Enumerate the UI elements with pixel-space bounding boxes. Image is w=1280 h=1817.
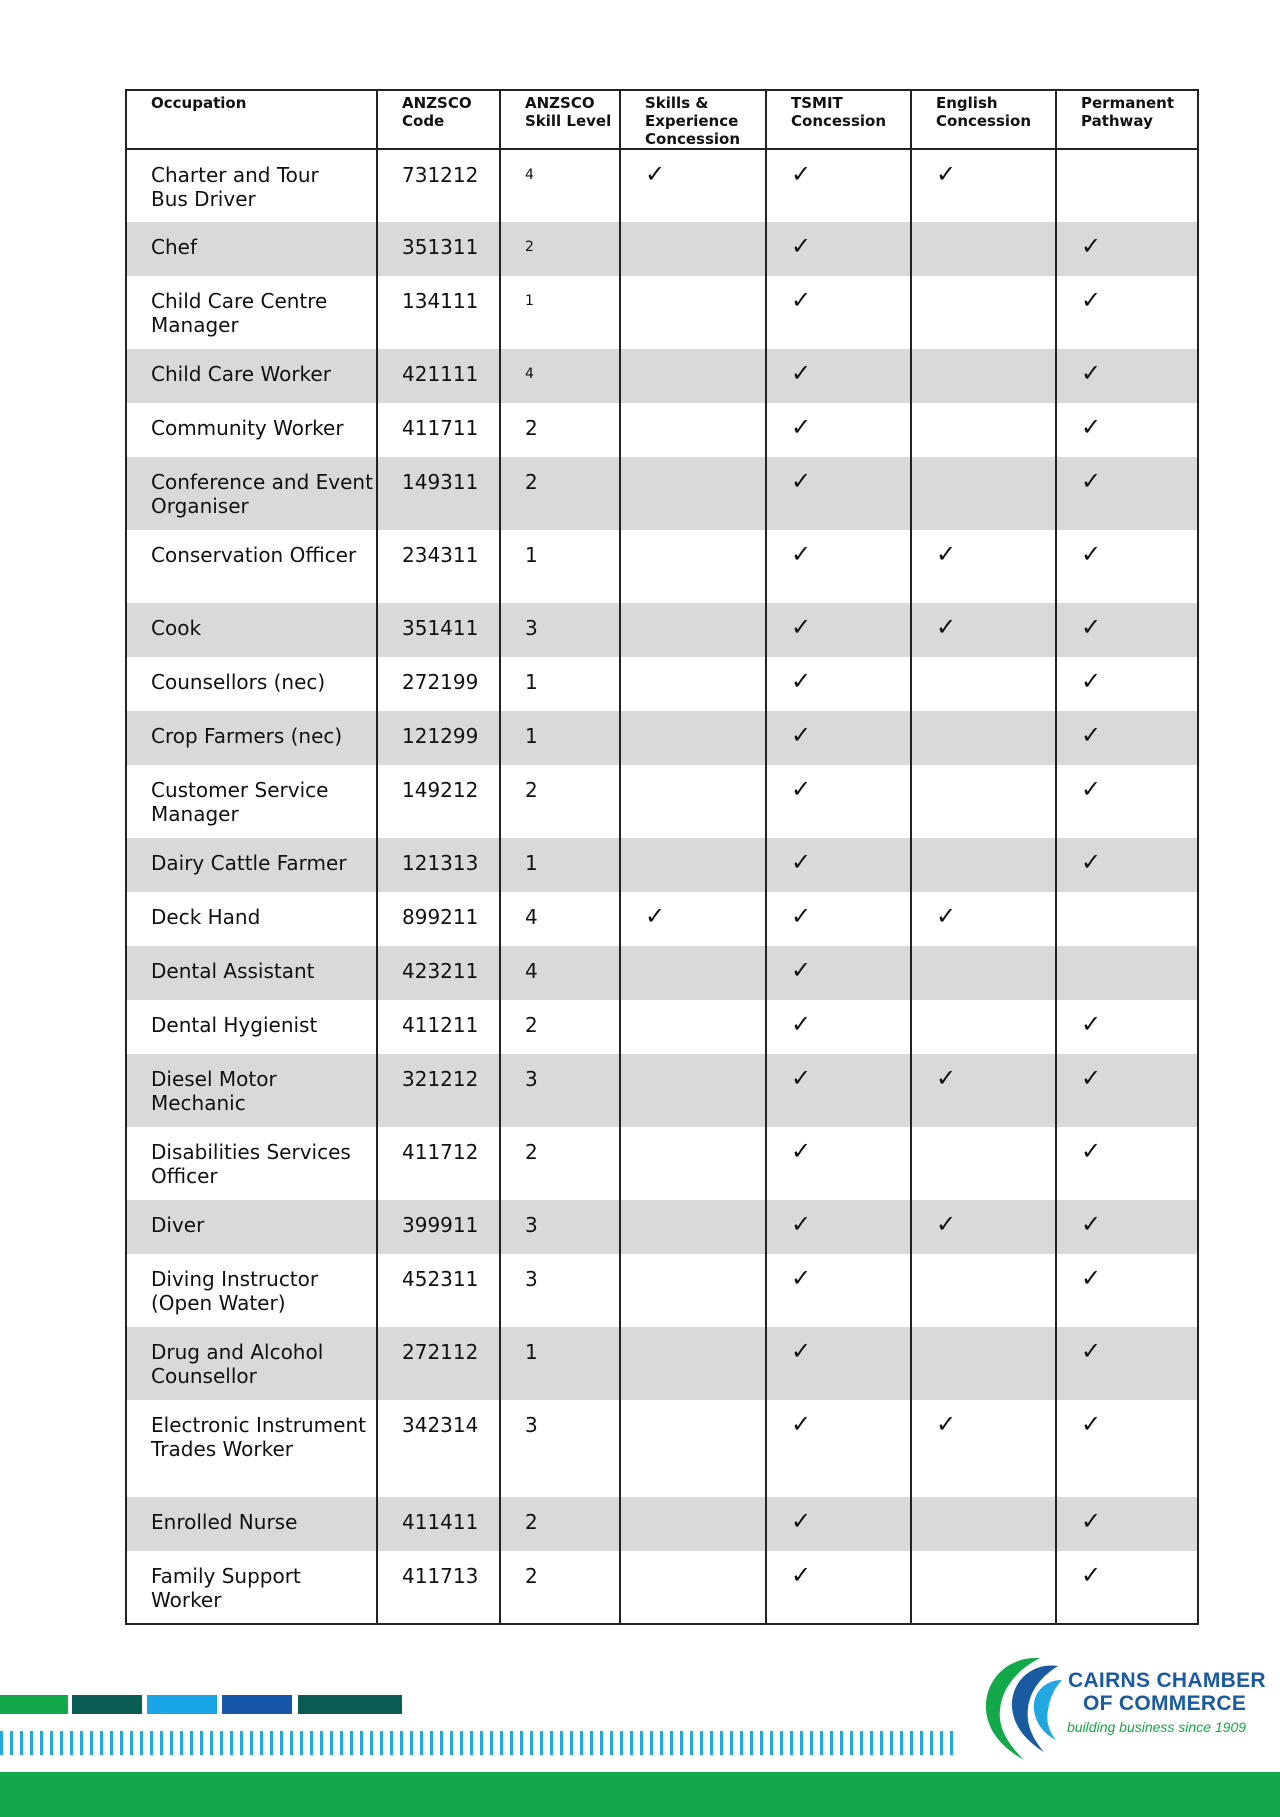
skill-level-cell: 3 (500, 603, 620, 657)
table-row (126, 1000, 1198, 1054)
table-row (126, 838, 1198, 892)
checkmark-icon: ✓ (791, 1561, 812, 1589)
permanent-concession-cell (1056, 892, 1198, 946)
checkmark-icon: ✓ (1081, 721, 1102, 749)
skills-concession-cell (620, 657, 766, 711)
occupation-table (125, 89, 1199, 1625)
checkmark-icon: ✓ (936, 613, 957, 641)
table-row (126, 1327, 1198, 1400)
anzsco-code-cell: 134111 (377, 276, 500, 349)
tsmit-concession-cell (766, 149, 911, 222)
table-row (126, 946, 1198, 1000)
footer-tick-strip (0, 1731, 960, 1755)
header-permanent-pathway: Permanent Pathway (1056, 90, 1198, 149)
checkmark-icon: ✓ (791, 540, 812, 568)
skills-concession-cell (620, 838, 766, 892)
checkmark-icon: ✓ (791, 160, 812, 188)
tsmit-concession-cell (766, 276, 911, 349)
table-row (126, 222, 1198, 276)
checkmark-icon: ✓ (1081, 667, 1102, 695)
permanent-concession-cell (1056, 530, 1198, 603)
english-concession-cell (911, 457, 1056, 530)
tsmit-concession-cell (766, 1127, 911, 1200)
permanent-concession-cell (1056, 657, 1198, 711)
occupation-cell: Crop Farmers (nec) (126, 711, 377, 765)
table-row (126, 1497, 1198, 1551)
logo-line-1: CAIRNS CHAMBER (1068, 1669, 1266, 1692)
english-concession-cell (911, 892, 1056, 946)
skill-level-cell: 1 (500, 657, 620, 711)
occupation-cell: Disabilities Services Officer (126, 1127, 377, 1200)
tsmit-concession-cell (766, 1054, 911, 1127)
checkmark-icon: ✓ (1081, 1410, 1102, 1438)
table-row (126, 711, 1198, 765)
permanent-concession-cell (1056, 1000, 1198, 1054)
anzsco-code-cell: 342314 (377, 1400, 500, 1497)
anzsco-code-cell: 272199 (377, 657, 500, 711)
checkmark-icon: ✓ (1081, 848, 1102, 876)
checkmark-icon: ✓ (791, 1264, 812, 1292)
skill-level-cell: 3 (500, 1254, 620, 1327)
checkmark-icon: ✓ (791, 667, 812, 695)
permanent-concession-cell (1056, 711, 1198, 765)
english-concession-cell (911, 1327, 1056, 1400)
footer-bar (222, 1695, 292, 1714)
tsmit-concession-cell (766, 1254, 911, 1327)
checkmark-icon: ✓ (936, 540, 957, 568)
table-header-row (126, 90, 1198, 149)
table-row (126, 1054, 1198, 1127)
checkmark-icon: ✓ (791, 721, 812, 749)
table-row (126, 765, 1198, 838)
checkmark-icon: ✓ (791, 1010, 812, 1038)
checkmark-icon: ✓ (1081, 1337, 1102, 1365)
skills-concession-cell (620, 149, 766, 222)
english-concession-cell (911, 1000, 1056, 1054)
checkmark-icon: ✓ (1081, 1210, 1102, 1238)
tsmit-concession-cell (766, 838, 911, 892)
permanent-concession-cell (1056, 1254, 1198, 1327)
english-concession-cell (911, 1551, 1056, 1624)
footer-bar (72, 1695, 142, 1714)
english-concession-cell (911, 946, 1056, 1000)
anzsco-code-cell: 411713 (377, 1551, 500, 1624)
occupation-cell: Diving Instructor (Open Water) (126, 1254, 377, 1327)
anzsco-code-cell: 452311 (377, 1254, 500, 1327)
tsmit-concession-cell (766, 765, 911, 838)
checkmark-icon: ✓ (1081, 775, 1102, 803)
tsmit-concession-cell (766, 457, 911, 530)
skills-concession-cell (620, 1551, 766, 1624)
checkmark-icon: ✓ (791, 359, 812, 387)
skills-concession-cell (620, 349, 766, 403)
skills-concession-cell (620, 530, 766, 603)
checkmark-icon: ✓ (1081, 613, 1102, 641)
skill-level-cell: 2 (500, 765, 620, 838)
english-concession-cell (911, 1127, 1056, 1200)
tsmit-concession-cell (766, 657, 911, 711)
checkmark-icon: ✓ (1081, 413, 1102, 441)
checkmark-icon: ✓ (791, 1507, 812, 1535)
checkmark-icon: ✓ (791, 956, 812, 984)
tsmit-concession-cell (766, 603, 911, 657)
checkmark-icon: ✓ (1081, 540, 1102, 568)
checkmark-icon: ✓ (1081, 467, 1102, 495)
checkmark-icon: ✓ (1081, 1010, 1102, 1038)
skills-concession-cell (620, 711, 766, 765)
occupation-cell: Child Care Centre Manager (126, 276, 377, 349)
occupation-cell: Cook (126, 603, 377, 657)
table-body (126, 149, 1198, 1624)
permanent-concession-cell (1056, 349, 1198, 403)
checkmark-icon: ✓ (791, 1410, 812, 1438)
english-concession-cell (911, 530, 1056, 603)
permanent-concession-cell (1056, 946, 1198, 1000)
english-concession-cell (911, 657, 1056, 711)
skill-level-cell: 2 (500, 403, 620, 457)
checkmark-icon: ✓ (1081, 1507, 1102, 1535)
table-row (126, 349, 1198, 403)
permanent-concession-cell (1056, 603, 1198, 657)
checkmark-icon: ✓ (1081, 232, 1102, 260)
footer-bar (0, 1695, 68, 1714)
tsmit-concession-cell (766, 892, 911, 946)
skills-concession-cell (620, 1000, 766, 1054)
anzsco-code-cell: 234311 (377, 530, 500, 603)
occupation-cell: Customer Service Manager (126, 765, 377, 838)
footer-bar (147, 1695, 217, 1714)
occupation-cell: Dental Hygienist (126, 1000, 377, 1054)
logo-tagline: building business since 1909 (1067, 1719, 1247, 1735)
skill-level-cell: 4 (500, 349, 620, 403)
anzsco-code-cell: 351311 (377, 222, 500, 276)
skills-concession-cell (620, 765, 766, 838)
checkmark-icon: ✓ (791, 902, 812, 930)
checkmark-icon: ✓ (791, 1137, 812, 1165)
anzsco-code-cell: 411711 (377, 403, 500, 457)
checkmark-icon: ✓ (936, 1210, 957, 1238)
occupation-cell: Diver (126, 1200, 377, 1254)
skills-concession-cell (620, 222, 766, 276)
logo-line-2: OF COMMERCE (1083, 1692, 1247, 1715)
english-concession-cell (911, 276, 1056, 349)
occupation-cell: Conservation Officer (126, 530, 377, 603)
skills-concession-cell (620, 892, 766, 946)
skill-level-cell: 2 (500, 222, 620, 276)
tsmit-concession-cell (766, 1400, 911, 1497)
header-anzsco-skill-level: ANZSCO Skill Level (500, 90, 620, 149)
english-concession-cell (911, 1054, 1056, 1127)
checkmark-icon: ✓ (791, 1064, 812, 1092)
cairns-chamber-logo (978, 1652, 1266, 1764)
permanent-concession-cell (1056, 1127, 1198, 1200)
skill-level-cell: 3 (500, 1054, 620, 1127)
header-skills-experience-concession: Skills & Experience Concession (620, 90, 766, 149)
permanent-concession-cell (1056, 276, 1198, 349)
english-concession-cell (911, 838, 1056, 892)
table-row (126, 403, 1198, 457)
skill-level-cell: 2 (500, 1497, 620, 1551)
occupation-cell: Chef (126, 222, 377, 276)
skills-concession-cell (620, 1127, 766, 1200)
anzsco-code-cell: 411211 (377, 1000, 500, 1054)
occupation-cell: Electronic Instrument Trades Worker (126, 1400, 377, 1497)
english-concession-cell (911, 711, 1056, 765)
checkmark-icon: ✓ (791, 613, 812, 641)
occupation-cell: Child Care Worker (126, 349, 377, 403)
skill-level-cell: 4 (500, 892, 620, 946)
occupation-cell: Enrolled Nurse (126, 1497, 377, 1551)
permanent-concession-cell (1056, 403, 1198, 457)
tsmit-concession-cell (766, 946, 911, 1000)
anzsco-code-cell: 411712 (377, 1127, 500, 1200)
header-english-concession: English Concession (911, 90, 1056, 149)
table-row (126, 457, 1198, 530)
occupation-cell: Charter and Tour Bus Driver (126, 149, 377, 222)
tsmit-concession-cell (766, 1551, 911, 1624)
table-row (126, 149, 1198, 222)
footer-bar (298, 1695, 402, 1714)
checkmark-icon: ✓ (936, 160, 957, 188)
anzsco-code-cell: 399911 (377, 1200, 500, 1254)
skills-concession-cell (620, 403, 766, 457)
skill-level-cell: 2 (500, 1000, 620, 1054)
checkmark-icon: ✓ (1081, 1561, 1102, 1589)
skills-concession-cell (620, 1200, 766, 1254)
occupation-cell: Conference and Event Organiser (126, 457, 377, 530)
tsmit-concession-cell (766, 1000, 911, 1054)
anzsco-code-cell: 321212 (377, 1054, 500, 1127)
occupation-cell: Dairy Cattle Farmer (126, 838, 377, 892)
table-row (126, 603, 1198, 657)
skill-level-cell: 1 (500, 530, 620, 603)
english-concession-cell (911, 603, 1056, 657)
table-row (126, 1551, 1198, 1624)
skills-concession-cell (620, 603, 766, 657)
tsmit-concession-cell (766, 1200, 911, 1254)
tsmit-concession-cell (766, 349, 911, 403)
checkmark-icon: ✓ (1081, 1064, 1102, 1092)
anzsco-code-cell: 411411 (377, 1497, 500, 1551)
anzsco-code-cell: 899211 (377, 892, 500, 946)
checkmark-icon: ✓ (791, 1337, 812, 1365)
table-row (126, 1400, 1198, 1497)
header-occupation: Occupation (126, 90, 377, 149)
english-concession-cell (911, 403, 1056, 457)
skills-concession-cell (620, 1497, 766, 1551)
permanent-concession-cell (1056, 838, 1198, 892)
english-concession-cell (911, 349, 1056, 403)
checkmark-icon: ✓ (791, 1210, 812, 1238)
occupation-cell: Diesel Motor Mechanic (126, 1054, 377, 1127)
skills-concession-cell (620, 457, 766, 530)
permanent-concession-cell (1056, 765, 1198, 838)
skill-level-cell: 1 (500, 1327, 620, 1400)
anzsco-code-cell: 351411 (377, 603, 500, 657)
table-row (126, 276, 1198, 349)
skill-level-cell: 3 (500, 1400, 620, 1497)
english-concession-cell (911, 222, 1056, 276)
english-concession-cell (911, 765, 1056, 838)
checkmark-icon: ✓ (936, 1064, 957, 1092)
checkmark-icon: ✓ (791, 232, 812, 260)
skill-level-cell: 1 (500, 838, 620, 892)
checkmark-icon: ✓ (791, 848, 812, 876)
english-concession-cell (911, 1400, 1056, 1497)
checkmark-icon: ✓ (1081, 1137, 1102, 1165)
table-row (126, 657, 1198, 711)
permanent-concession-cell (1056, 457, 1198, 530)
tsmit-concession-cell (766, 222, 911, 276)
skill-level-cell: 3 (500, 1200, 620, 1254)
header-anzsco-code: ANZSCO Code (377, 90, 500, 149)
anzsco-code-cell: 421111 (377, 349, 500, 403)
skill-level-cell: 1 (500, 276, 620, 349)
skills-concession-cell (620, 1327, 766, 1400)
tsmit-concession-cell (766, 1497, 911, 1551)
table-row (126, 1254, 1198, 1327)
footer-color-bars (0, 1695, 402, 1714)
skills-concession-cell (620, 1400, 766, 1497)
checkmark-icon: ✓ (1081, 359, 1102, 387)
skill-level-cell: 2 (500, 457, 620, 530)
skills-concession-cell (620, 946, 766, 1000)
permanent-concession-cell (1056, 1497, 1198, 1551)
occupation-cell: Deck Hand (126, 892, 377, 946)
english-concession-cell (911, 1254, 1056, 1327)
checkmark-icon: ✓ (791, 413, 812, 441)
checkmark-icon: ✓ (645, 160, 666, 188)
anzsco-code-cell: 272112 (377, 1327, 500, 1400)
skills-concession-cell (620, 276, 766, 349)
checkmark-icon: ✓ (791, 467, 812, 495)
skill-level-cell: 2 (500, 1551, 620, 1624)
skills-concession-cell (620, 1054, 766, 1127)
occupation-cell: Family Support Worker (126, 1551, 377, 1624)
checkmark-icon: ✓ (791, 775, 812, 803)
permanent-concession-cell (1056, 1054, 1198, 1127)
anzsco-code-cell: 149311 (377, 457, 500, 530)
occupation-cell: Drug and Alcohol Counsellor (126, 1327, 377, 1400)
tsmit-concession-cell (766, 403, 911, 457)
skill-level-cell: 4 (500, 149, 620, 222)
english-concession-cell (911, 1200, 1056, 1254)
checkmark-icon: ✓ (791, 286, 812, 314)
table-row (126, 1200, 1198, 1254)
english-concession-cell (911, 149, 1056, 222)
permanent-concession-cell (1056, 149, 1198, 222)
anzsco-code-cell: 121313 (377, 838, 500, 892)
anzsco-code-cell: 121299 (377, 711, 500, 765)
footer-green-band (0, 1772, 1280, 1817)
skill-level-cell: 2 (500, 1127, 620, 1200)
checkmark-icon: ✓ (936, 902, 957, 930)
occupation-cell: Counsellors (nec) (126, 657, 377, 711)
permanent-concession-cell (1056, 1551, 1198, 1624)
permanent-concession-cell (1056, 222, 1198, 276)
tsmit-concession-cell (766, 1327, 911, 1400)
header-tsmit-concession: TSMIT Concession (766, 90, 911, 149)
anzsco-code-cell: 149212 (377, 765, 500, 838)
permanent-concession-cell (1056, 1327, 1198, 1400)
checkmark-icon: ✓ (645, 902, 666, 930)
occupation-cell: Community Worker (126, 403, 377, 457)
permanent-concession-cell (1056, 1400, 1198, 1497)
logo-swoosh-icon (978, 1652, 1068, 1764)
tsmit-concession-cell (766, 530, 911, 603)
checkmark-icon: ✓ (1081, 286, 1102, 314)
tsmit-concession-cell (766, 711, 911, 765)
checkmark-icon: ✓ (1081, 1264, 1102, 1292)
skills-concession-cell (620, 1254, 766, 1327)
table-row (126, 530, 1198, 603)
occupation-cell: Dental Assistant (126, 946, 377, 1000)
permanent-concession-cell (1056, 1200, 1198, 1254)
skill-level-cell: 1 (500, 711, 620, 765)
checkmark-icon: ✓ (936, 1410, 957, 1438)
english-concession-cell (911, 1497, 1056, 1551)
anzsco-code-cell: 731212 (377, 149, 500, 222)
skill-level-cell: 4 (500, 946, 620, 1000)
anzsco-code-cell: 423211 (377, 946, 500, 1000)
table-row (126, 1127, 1198, 1200)
table-row (126, 892, 1198, 946)
